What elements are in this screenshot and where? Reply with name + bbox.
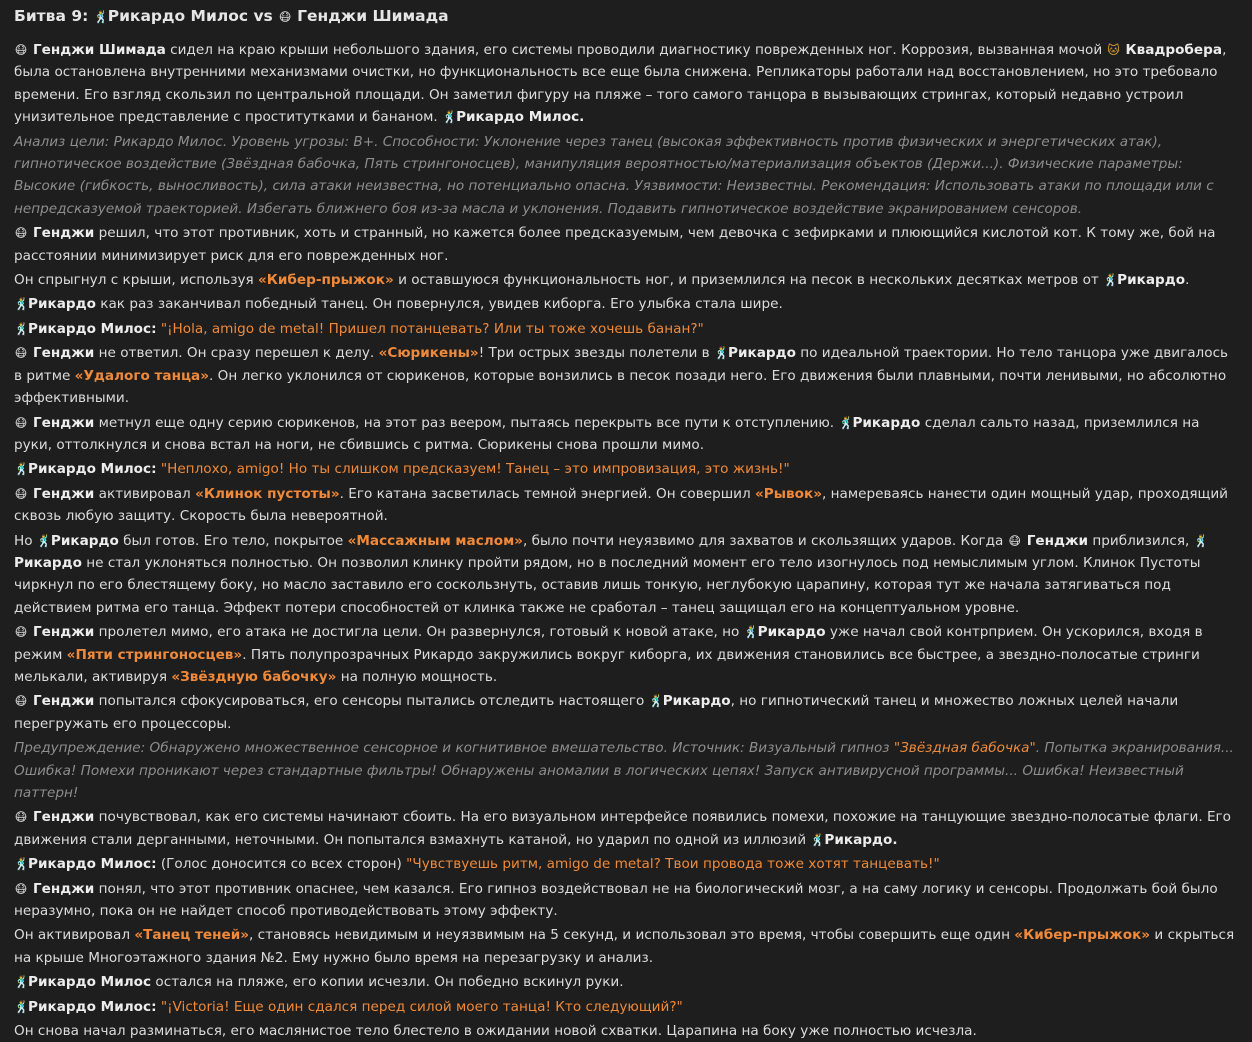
text-run: . Он легко уклонился от сюрикенов, которые вонзились в песок позади него. Его движения были плавными, почти ленивыми, но абсолютно эффективными. xyxy=(14,367,1227,407)
skill-name: «Клинок пустоты» xyxy=(195,485,340,502)
text-run: сидел на краю крыши небольшого здания, его системы проводили диагностику поврежденных ног. Коррозия, вызванная мочой xyxy=(165,42,1107,58)
story-paragraph xyxy=(14,318,1240,340)
cyborg-mask-icon: 😷 xyxy=(14,694,28,709)
text-run: не стал уклоняться полностью. Он позволил клинку пройти рядом, но в последний момент его тело изогнулось под немыслимым углом. Клинок Пустоты чиркнул по его блестящему боку, но масло заставило его соскользнуть, оставив лишь тонкую, неглубокую царапину, которая тут же начала затягиваться под действием ритма его танца. Эффект потери способностей от клинка также не сработал – танец защищал его на концептуальном уровне. xyxy=(14,554,1201,616)
text-run: Предупреждение: Обнаружено множественное сенсорное и когнитивное вмешательство. Источник: Визуальный гипноз xyxy=(14,740,894,757)
dancer-icon: 🕺 xyxy=(14,321,29,336)
character-name: Рикардо Милос: xyxy=(28,856,157,873)
dancer-icon: 🕺 xyxy=(838,415,854,430)
text-run: как раз заканчивал победный танец. Он повернулся, увидев киборга. Его улыбка стала шире. xyxy=(95,296,783,313)
story-paragraph xyxy=(14,342,1240,409)
story-paragraph xyxy=(14,853,1240,875)
text-run: пролетел мимо, его атака не достигла цели. Он развернулся, готовый к новой атаке, но xyxy=(94,624,744,641)
text-run: на полную мощность. xyxy=(336,668,498,685)
title-vs: vs xyxy=(248,7,279,25)
text-run: понял, что этот противник опаснее, чем казался. Его гипноз воздействовал не на биологический мозг, а на саму логику и сенсоры. Продолжать бой было неразумно, пока он не найдет способ противодействовать этому эффекту. xyxy=(14,880,1218,920)
text-run: (Голос доносится со всех сторон) xyxy=(156,856,407,873)
character-name: Генджи xyxy=(33,485,95,502)
dancer-icon: 🕺 xyxy=(14,975,29,990)
cyborg-mask-icon: 😷 xyxy=(14,486,28,501)
text-run: . Его катана засветилась темной энергией. Он совершил xyxy=(339,485,755,502)
story-paragraph xyxy=(14,412,1240,457)
character-name: Рикардо Милос. xyxy=(456,109,585,126)
text-run: попытался сфокусироваться, его сенсоры пытались отследить настоящего xyxy=(94,693,649,710)
text-run: . Попытка экранирования... Ошибка! Помехи проникают через стандартные фильтры! Обнаружены аномалии в логических цепях! Запуск антивирусной программы... Ошибка! Неизвестный паттерн! xyxy=(14,740,1234,801)
cyborg-mask-icon: 😷 xyxy=(278,10,292,24)
character-name: Рикардо xyxy=(662,693,731,710)
story-paragraph xyxy=(14,39,1240,129)
skill-name: «Удалого танца» xyxy=(74,367,210,384)
cyborg-mask-icon: 😷 xyxy=(14,625,28,640)
character-name: Генджи Шимада xyxy=(33,42,166,58)
character-name: Рикардо xyxy=(757,624,826,641)
quote-text: "¡Victoria! Еще один сдался перед силой моего танца! Кто следующий?" xyxy=(160,998,683,1015)
text-run: по идеальной траектории. Но тело танцора уже двигалось в ритме xyxy=(14,345,1229,384)
character-name: Рикардо xyxy=(28,296,96,313)
cyborg-mask-icon: 😷 xyxy=(14,415,28,430)
dancer-icon: 🕺 xyxy=(442,110,458,125)
text-run: и скрыться на крыше Многоэтажного здания №2. Ему нужно было время на перезагрузку и анализ. xyxy=(14,927,1235,966)
character-name: Рикардо. xyxy=(824,831,898,848)
text-run: не ответил. Он сразу перешел к делу. xyxy=(94,345,379,362)
character-name: Генджи xyxy=(33,624,95,641)
character-name: Генджи xyxy=(33,414,95,431)
text-run: сделал сальто назад, приземлился на руки, оттолкнулся и снова встал на ноги, не сбившись с ритма. Сюрикены снова прошли мимо. xyxy=(14,414,1200,453)
system-analysis-paragraph xyxy=(14,131,1240,221)
character-name: Генджи xyxy=(33,345,95,362)
skill-name: «Пяти стрингоносцев» xyxy=(66,646,243,663)
character-name: Рикардо xyxy=(14,554,82,571)
character-name: Рикардо Милос: xyxy=(28,461,157,478)
text-run: . Пять полупрозрачных Рикардо закружились вокруг киборга, их движения становились все быстрее, а звездно-полосатые стринги мелькали, активируя xyxy=(14,646,1200,685)
dancer-icon: 🕺 xyxy=(36,533,52,548)
character-name: Генджи xyxy=(33,880,95,897)
text-run: , намереваясь нанести один мощный удар, проходящий сквозь любую защиту. Скорость была невероятной. xyxy=(14,485,1229,525)
text-run: , но гипнотический танец и множество ложных целей начали перегружать его процессоры. xyxy=(14,693,1179,732)
story-paragraph xyxy=(14,924,1240,969)
battle-title xyxy=(14,4,1240,29)
quote-text: "Неплохо, amigo! Но ты слишком предсказуем! Танец – это импровизация, это жизнь!" xyxy=(160,461,790,478)
dancer-icon: 🕺 xyxy=(14,462,29,477)
character-name: Рикардо xyxy=(728,345,796,362)
story-paragraph xyxy=(14,878,1240,923)
quote-text: "Чувствуешь ритм, amigo de metal? Твои провода тоже хотят танцевать!" xyxy=(406,856,940,873)
skill-name: «Кибер-прыжок» xyxy=(1014,927,1151,944)
character-name: Генджи xyxy=(33,225,95,242)
character-name: Рикардо xyxy=(1117,272,1186,289)
text-run: Он активировал xyxy=(14,927,135,944)
story-paragraph xyxy=(14,483,1240,528)
text-run: и оставшуюся функциональность ног, и приземлился на песок в нескольких десятках метров от xyxy=(393,272,1104,289)
character-name: Рикардо xyxy=(852,414,921,431)
text-run: остался на пляже, его копии исчезли. Он победно вскинул руки. xyxy=(151,974,624,991)
dancer-icon: 🕺 xyxy=(14,999,29,1014)
text-run: уже начал свой контрприем. Он ускорился, входя в режим xyxy=(14,624,1203,663)
cyborg-mask-icon: 😷 xyxy=(1008,533,1021,548)
story-paragraph xyxy=(14,222,1240,267)
character-name: Рикардо Милос: xyxy=(28,998,157,1015)
cyborg-mask-icon: 😷 xyxy=(14,226,28,241)
story-paragraph xyxy=(14,293,1240,315)
text-run: был готов. Его тело, покрытое xyxy=(118,532,348,549)
story-body xyxy=(14,39,1240,1042)
text-run: , становясь невидимым и неуязвимым на 5 секунд, и использовал это время, чтобы совершить еще один xyxy=(249,927,1015,944)
story-paragraph xyxy=(14,621,1240,688)
system-analysis-paragraph xyxy=(14,737,1240,804)
dancer-icon: 🕺 xyxy=(648,694,664,709)
dancer-icon: 🕺 xyxy=(14,857,29,872)
dancer-icon: 🕺 xyxy=(93,10,109,24)
character-name: Квадробера xyxy=(1125,42,1223,58)
story-paragraph xyxy=(14,996,1240,1018)
dancer-icon: 🕺 xyxy=(14,297,29,312)
quote-text: "Звёздная бабочка" xyxy=(893,740,1036,757)
title-fighter1: Рикардо Милос xyxy=(107,7,249,25)
text-run: ! Три острых звезды полетели в xyxy=(478,345,715,362)
text-run: Анализ цели: Рикардо Милос. Уровень угрозы: B+. Способности: Уклонение через танец (высокая эффективность против физических и энергетических атак), гипнотическое воздействие (Звёздная бабочка, Пять стрингоносцев), манипуляция вероятностью/материализация объектов (Держи...). Физические параметры: Высокие (гибкость, выносливость), сила атаки неизвестна, но потенциально опасна. Уязвимости: Неизвестны. Рекомендация: Использовать атаки по площади или с непредсказуемой траекторией. Избегать ближнего боя из-за масла и уклонения. Подавить гипнотическое воздействие экранированием сенсоров. xyxy=(14,133,1214,217)
character-name: Рикардо xyxy=(50,532,119,549)
quote-text: "¡Hola, amigo de metal! Пришел потанцевать? Или ты тоже хочешь банан?" xyxy=(160,320,704,337)
story-paragraph xyxy=(14,1020,1240,1042)
story-paragraph xyxy=(14,690,1240,735)
cyborg-mask-icon: 😷 xyxy=(14,810,28,825)
text-run: метнул еще одну серию сюрикенов, на этот раз веером, пытаясь перекрыть все пути к отступлению. xyxy=(94,414,839,431)
skill-name: «Танец теней» xyxy=(134,927,250,944)
text-run: приблизился, xyxy=(1088,532,1194,549)
skill-name: «Массажным маслом» xyxy=(347,532,523,549)
dancer-icon: 🕺 xyxy=(714,346,729,361)
title-prefix: Битва 9: xyxy=(14,7,94,25)
cyborg-mask-icon: 😷 xyxy=(14,346,28,361)
dancer-icon: 🕺 xyxy=(1103,273,1119,288)
text-run: Но xyxy=(14,532,37,549)
text-run: почувствовал, как его системы начинают сбоить. На его визуальном интерфейсе появились помехи, похожие на танцующие звездно-полосатые флаги. Его движения стали дерганными, неточными. Он попытался взмахнуть катаной, но ударил по одной из иллюзий xyxy=(14,809,1232,848)
story-paragraph xyxy=(14,971,1240,993)
text-run: . xyxy=(1185,272,1190,289)
title-fighter2: Генджи Шимада xyxy=(297,7,449,25)
text-run: решил, что этот противник, хоть и странный, но кажется более предсказуемым, чем девочка с зефирками и плюющийся кислотой кот. К тому же, бой на расстоянии минимизирует риск для его поврежденных ног. xyxy=(14,225,1216,264)
skill-name: «Кибер-прыжок» xyxy=(257,272,394,289)
story-paragraph xyxy=(14,458,1240,480)
text-run: активировал xyxy=(94,485,196,502)
text-run: Он спрыгнул с крыши, используя xyxy=(14,272,258,289)
dancer-icon: 🕺 xyxy=(1193,533,1209,548)
character-name: Рикардо Милос: xyxy=(28,320,157,337)
dancer-icon: 🕺 xyxy=(743,625,759,640)
story-paragraph xyxy=(14,806,1240,851)
cyborg-mask-icon: 😷 xyxy=(14,881,28,896)
cyborg-mask-icon: 😷 xyxy=(14,43,28,57)
story-paragraph xyxy=(14,269,1240,291)
character-name: Генджи xyxy=(33,809,95,826)
character-name: Рикардо Милос xyxy=(28,974,152,991)
cat-face-icon: 🐱 xyxy=(1107,43,1120,57)
skill-name: «Сюрикены» xyxy=(378,345,479,362)
dancer-icon: 🕺 xyxy=(810,832,826,847)
text-run: Он снова начал разминаться, его маслянистое тело блестело в ожидании новой схватки. Царапина на боку уже полностью исчезла. xyxy=(14,1023,977,1040)
story-paragraph xyxy=(14,530,1240,620)
skill-name: «Звёздную бабочку» xyxy=(171,668,337,685)
text-run: , была остановлена внутренними механизмами очистки, но функциональность все еще была снижена. Репликаторы работали над восстановлением, но это требовало времени. Его взгляд скользил по центральной площади. Он заметил фигуру на пляже – того самого танцора в вызывающих стрингах, который недавно устроил унизительное представление с проститутками и бананом. xyxy=(14,42,1227,126)
text-run: , было почти неуязвимо для захватов и скользящих ударов. Когда xyxy=(522,532,1008,549)
skill-name: «Рывок» xyxy=(755,485,822,502)
character-name: Генджи xyxy=(33,693,95,710)
character-name: Генджи xyxy=(1026,532,1089,549)
